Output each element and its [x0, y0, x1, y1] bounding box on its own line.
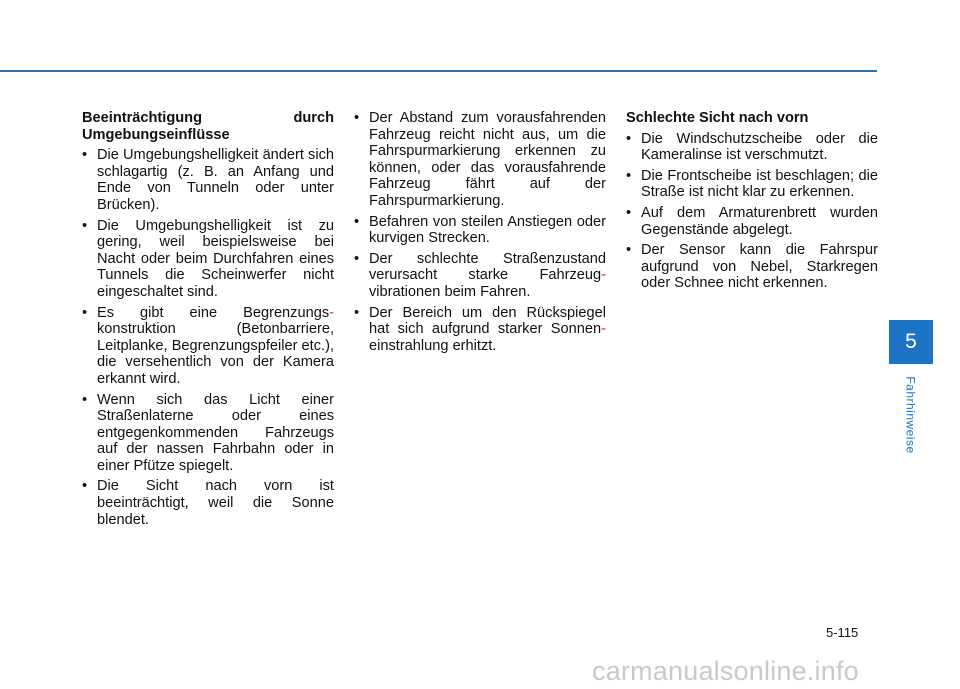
header-rule: [0, 70, 877, 72]
list-item: • Die Frontscheibe ist beschlagen; die Straße ist nicht klar zu erkennen.: [626, 168, 878, 201]
list-item: • Der Abstand zum vorausfahrenden Fahrzeug reicht nicht aus, um die Fahrspurmarkierung erkennen zu können, oder das vorausfahrende Fahrzeug fährt auf der Fahrspurmarkierung.: [354, 110, 606, 210]
chapter-number: 5: [905, 330, 917, 353]
section-heading-environment: Beeinträchtigung durch Umgebungseinflüsse: [82, 110, 334, 143]
bullet-list-visibility: [626, 131, 878, 292]
section-heading-visibility: Schlechte Sicht nach vorn: [626, 110, 809, 126]
list-item: [354, 305, 606, 355]
list-item: • Die Umgebungshelligkeit ändert sich schlagartig (z. B. an Anfang und Ende von Tunneln oder unter Brücken).: [82, 147, 334, 213]
page-number: 5-115: [826, 625, 859, 640]
chapter-label: Fahrhinweise: [904, 376, 918, 454]
list-item: • Die Sicht nach vorn ist beeinträchtigt, weil die Sonne blendet.: [82, 478, 334, 528]
list-item-text: konstruktion (Betonbarriere, Leitplanke, Begrenzungspfeiler etc.), die versehentlich von der Kamera erkannt wird.: [97, 321, 334, 387]
chapter-side-label: [901, 372, 921, 458]
list-item: [354, 251, 606, 301]
bullet-list-environment: [82, 147, 334, 528]
list-item: • Der Sensor kann die Fahrspur aufgrund von Nebel, Starkregen oder Schnee nicht erkennen.: [626, 242, 878, 292]
list-item-text: Der schlechte Straßenzustand verursacht starke Fahrzeug: [369, 250, 606, 284]
column-3: [626, 110, 878, 296]
list-item: • Befahren von steilen Anstiegen oder kurvigen Strecken.: [354, 214, 606, 247]
list-item-text: Der Bereich um den Rückspiegel hat sich aufgrund starker Sonnen: [369, 304, 606, 338]
hyphen-mark: -: [601, 321, 606, 338]
list-item: [82, 305, 334, 388]
bullet-list-continued: [354, 110, 606, 354]
list-item: • Die Umgebungshelligkeit ist zu gering, weil beispielsweise bei Nacht oder beim Durchfahren eines Tunnels die Scheinwerfer nicht eingeschaltet sind.: [82, 218, 334, 301]
list-item-text: Es gibt eine Begrenzungs: [97, 304, 330, 321]
watermark: carmanualsonline.info: [592, 656, 859, 686]
column-1: [82, 110, 334, 532]
hyphen-mark: -: [329, 304, 334, 321]
hyphen-mark: -: [601, 267, 606, 284]
list-item-text: einstrahlung erhitzt.: [369, 337, 497, 354]
chapter-tab: [889, 320, 933, 364]
list-item: • Auf dem Armaturenbrett wurden Gegenstände abgelegt.: [626, 205, 878, 238]
column-2: [354, 110, 606, 358]
list-item: • Wenn sich das Licht einer Straßenlaterne oder eines entgegenkommenden Fahrzeugs auf der nassen Fahrbahn oder in einer Pfütze spiegelt.: [82, 392, 334, 475]
list-item-text: vibrationen beim Fahren.: [369, 283, 531, 300]
list-item: • Die Windschutzscheibe oder die Kameralinse ist verschmutzt.: [626, 131, 878, 164]
